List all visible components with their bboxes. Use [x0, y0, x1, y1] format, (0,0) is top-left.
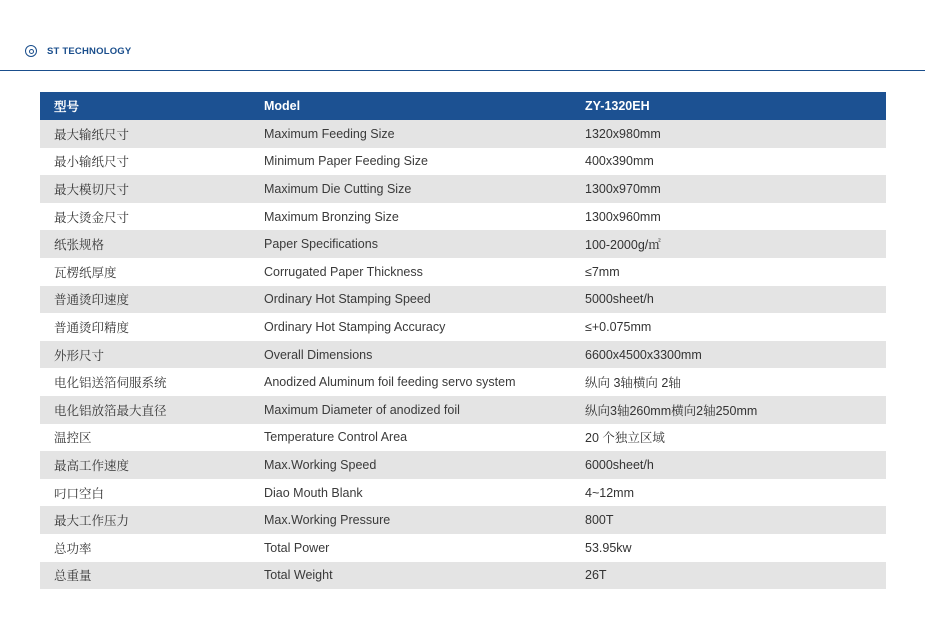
- row-cn-label: 总功率: [54, 541, 92, 556]
- row-cn-label: 最大烫金尺寸: [54, 210, 130, 225]
- table-row: [40, 506, 886, 534]
- row-en-label: Overall Dimensions: [264, 347, 373, 362]
- table-row: [40, 534, 886, 562]
- row-value: 53.95kw: [585, 540, 632, 555]
- table-row: [40, 203, 886, 231]
- row-cn-label: 电化铝放箔最大直径: [54, 403, 167, 418]
- row-cn-label: 最大工作压力: [54, 514, 130, 529]
- row-cn-label: 最高工作速度: [54, 458, 130, 473]
- table-row: [40, 451, 886, 479]
- row-cn-label: 最大输纸尺寸: [54, 127, 130, 142]
- row-value: 纵向3轴260mm横向2轴250mm: [585, 403, 758, 418]
- row-value: 5000sheet/h: [585, 292, 654, 307]
- row-en-label: Total Power: [264, 540, 330, 555]
- brand-header: [25, 43, 131, 59]
- row-en-label: Maximum Bronzing Size: [264, 209, 399, 224]
- header-model-value: ZY-1320EH: [585, 99, 650, 113]
- row-en-label: Paper Specifications: [264, 237, 378, 252]
- table-header-row: [40, 92, 886, 120]
- row-cn-label: 纸张规格: [54, 238, 105, 253]
- row-cn-label: 普通烫印精度: [54, 320, 130, 335]
- table-row: [40, 230, 886, 258]
- header-model-label: Model: [264, 99, 301, 113]
- table-row: [40, 341, 886, 369]
- row-cn-label: 总重量: [54, 569, 92, 584]
- row-cn-label: 瓦楞纸厚度: [54, 265, 117, 280]
- table-row: [40, 313, 886, 341]
- row-value: 4~12mm: [585, 485, 634, 500]
- row-en-label: Ordinary Hot Stamping Speed: [264, 292, 431, 307]
- row-value: 1320x980mm: [585, 126, 661, 141]
- row-en-label: Max.Working Pressure: [264, 513, 391, 528]
- row-en-label: Temperature Control Area: [264, 430, 408, 445]
- row-value: 1300x960mm: [585, 209, 661, 224]
- table-row: [40, 148, 886, 176]
- row-en-label: Ordinary Hot Stamping Accuracy: [264, 319, 446, 334]
- row-en-label: Minimum Paper Feeding Size: [264, 154, 428, 169]
- row-cn-label: 最大模切尺寸: [54, 182, 130, 197]
- row-value: 1300x970mm: [585, 181, 661, 196]
- table-row: [40, 562, 886, 590]
- row-en-label: Corrugated Paper Thickness: [264, 264, 423, 279]
- spec-table: [40, 92, 886, 589]
- table-row: [40, 286, 886, 314]
- row-value: 6000sheet/h: [585, 457, 654, 472]
- row-value: 26T: [585, 568, 607, 583]
- brand-name: ST TECHNOLOGY: [47, 45, 132, 57]
- row-value: 400x390mm: [585, 154, 654, 169]
- row-value: ≤+0.075mm: [585, 319, 652, 334]
- table-row: [40, 479, 886, 507]
- row-en-label: Total Weight: [264, 568, 333, 583]
- row-en-label: Maximum Diameter of anodized foil: [264, 402, 460, 417]
- row-value: 20 个独立区域: [585, 431, 665, 446]
- header-divider: [0, 70, 925, 71]
- table-row: [40, 396, 886, 424]
- row-cn-label: 普通烫印速度: [54, 293, 130, 308]
- concentric-circle-logo-icon: [25, 45, 37, 57]
- row-en-label: Maximum Die Cutting Size: [264, 181, 412, 196]
- table-row: [40, 120, 886, 148]
- row-cn-label: 叼口空白: [54, 486, 105, 501]
- row-value: 纵向 3轴横向 2轴: [585, 376, 681, 391]
- table-row: [40, 258, 886, 286]
- row-cn-label: 电化铝送箔伺服系统: [54, 376, 167, 391]
- row-cn-label: 温控区: [54, 431, 92, 446]
- header-cn-label: 型号: [54, 100, 80, 114]
- row-value: ≤7mm: [585, 264, 620, 279]
- row-en-label: Maximum Feeding Size: [264, 126, 395, 141]
- table-row: [40, 368, 886, 396]
- table-row: [40, 424, 886, 452]
- table-row: [40, 175, 886, 203]
- row-value: 6600x4500x3300mm: [585, 347, 702, 362]
- row-en-label: Max.Working Speed: [264, 457, 377, 472]
- row-cn-label: 外形尺寸: [54, 348, 105, 363]
- row-value: 800T: [585, 513, 614, 528]
- row-en-label: Anodized Aluminum foil feeding servo system: [264, 375, 516, 390]
- row-en-label: Diao Mouth Blank: [264, 485, 363, 500]
- row-value: 100-2000g/㎡: [585, 238, 661, 253]
- row-cn-label: 最小输纸尺寸: [54, 155, 130, 170]
